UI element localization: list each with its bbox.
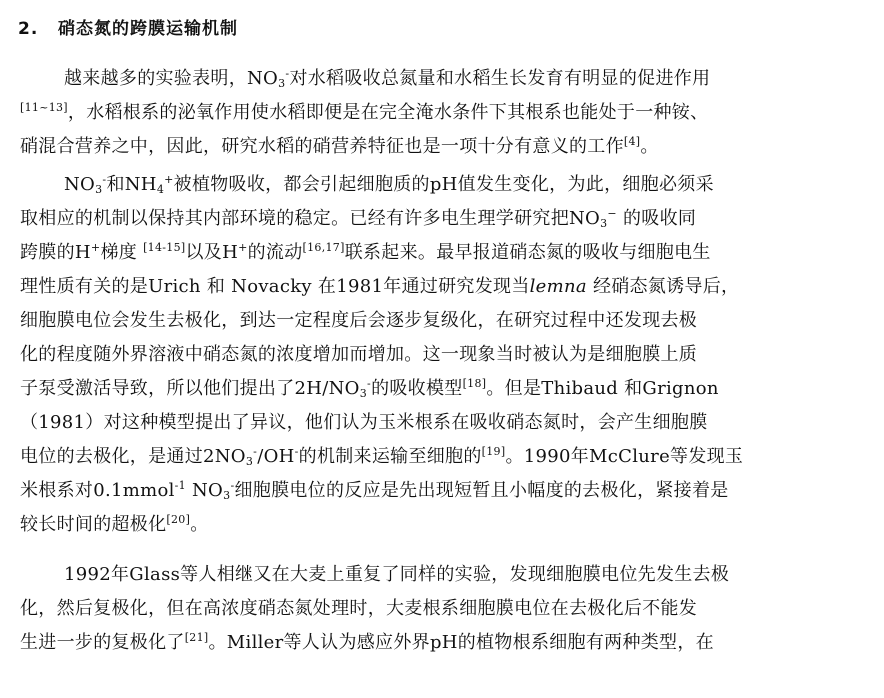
text-run: 子泵受激活导致，所以他们提出了2H/NO	[20, 378, 360, 399]
paragraph-2-line-8	[20, 410, 708, 436]
paragraph-1-line-2	[20, 100, 708, 126]
text-run: 硝混合营养之中，因此，研究水稻的硝营养特征也是一项十分有意义的工作	[20, 136, 624, 157]
superscript-text: +	[164, 173, 174, 186]
superscript-text: -	[285, 67, 290, 80]
subscript-text: 3	[245, 455, 254, 468]
text-run: 。Miller等人认为感应外界pH的植物根系细胞有两种类型，在	[208, 632, 714, 653]
text-run: 。	[640, 136, 659, 157]
paragraph-3-line-1	[64, 562, 729, 588]
superscript-text: -	[294, 445, 299, 458]
subscript-text: 3	[223, 489, 231, 502]
text-run: 理性质有关的是Urich 和 Novacky 在1981年通过研究发现当	[20, 276, 530, 297]
paragraph-2-line-9	[20, 444, 743, 470]
text-run: 以及H	[185, 242, 239, 263]
superscript-text: -1	[174, 479, 186, 492]
superscript-text: [14-15]	[143, 241, 186, 254]
paragraph-2-line-2	[20, 206, 696, 232]
text-run: 跨膜的H	[20, 242, 91, 263]
text-run: 和NH	[106, 174, 157, 195]
paragraph-1-line-1	[64, 66, 710, 92]
paragraph-3-line-3	[20, 630, 714, 656]
subscript-text: 3	[359, 387, 368, 400]
superscript-text: -	[253, 445, 258, 458]
section-number: 2.	[18, 19, 39, 39]
superscript-text: [21]	[184, 631, 209, 644]
paragraph-2-line-5	[20, 308, 697, 334]
text-run: 梯度	[100, 242, 144, 263]
text-run: 取相应的机制以保持其内部环境的稳定。已经有许多电生理学研究把NO	[20, 208, 601, 229]
superscript-text: +	[90, 241, 101, 254]
section-title: 硝态氮的跨膜运输机制	[58, 19, 238, 39]
subscript-text: 3	[95, 183, 103, 196]
superscript-text: [20]	[166, 513, 191, 526]
subscript-text: 3	[600, 217, 608, 230]
text-run: 。但是Thibaud 和Grignon	[486, 378, 719, 399]
text-run: 的吸收模型	[371, 378, 463, 399]
superscript-text: [11~13]	[20, 101, 68, 114]
paragraph-3-line-2	[20, 596, 697, 622]
paragraph-2-line-3	[20, 240, 711, 266]
text-run: 。1990年McClure等发现玉	[505, 446, 744, 467]
text-run: 较长时间的超极化	[20, 514, 167, 535]
text-run: 细胞膜电位的反应是先出现短暂且小幅度的去极化，紧接着是	[234, 480, 729, 501]
superscript-text: [16,17]	[302, 241, 345, 254]
paragraph-2-line-11	[20, 512, 209, 538]
text-run: NO	[185, 480, 224, 501]
superscript-text: -	[367, 377, 372, 390]
text-run: NO	[64, 174, 96, 195]
text-run: /OH	[257, 446, 295, 467]
text-run: 的机制来运输至细胞的	[298, 446, 482, 467]
text-run: 对水稻吸收总氮量和水稻生长发育有明显的促进作用	[289, 68, 711, 89]
superscript-text: [4]	[623, 135, 641, 148]
paragraph-2-line-6	[20, 342, 697, 368]
superscript-text: -	[102, 173, 107, 186]
text-run: 的吸收同	[616, 208, 697, 229]
paragraph-2-line-7	[20, 376, 719, 402]
text-run: ，水稻根系的泌氧作用使水稻即便是在完全淹水条件下其根系也能处于一种铵、	[67, 102, 709, 123]
text-run: 。	[190, 514, 209, 535]
superscript-text: −	[607, 207, 617, 220]
paragraph-2-line-1	[64, 172, 714, 198]
subscript-text: 3	[278, 77, 286, 90]
superscript-text: +	[238, 241, 248, 254]
superscript-text: [19]	[481, 445, 506, 458]
text-run: 电位的去极化，是通过2NO	[20, 446, 246, 467]
text-run: 越来越多的实验表明，NO	[64, 68, 279, 89]
text-run: 1992年Glass等人相继又在大麦上重复了同样的实验，发现细胞膜电位先发生去极	[64, 564, 730, 585]
subscript-text: 4	[156, 183, 165, 196]
text-run: 经硝态氮诱导后，	[586, 276, 740, 297]
text-run: 联系起来。最早报道硝态氮的吸收与细胞电生	[344, 242, 711, 263]
text-run: 的流动	[247, 242, 303, 263]
text-run: 被植物吸收，都会引起细胞质的pH值发生变化，为此，细胞必须采	[173, 174, 714, 195]
superscript-text: -	[230, 479, 235, 492]
paragraph-2-line-10	[20, 478, 729, 504]
superscript-text: [18]	[462, 377, 487, 390]
text-run: 米根系对0.1mmol	[20, 480, 175, 501]
section-heading	[18, 14, 238, 39]
text-run: 生进一步的复极化了	[20, 632, 185, 653]
text-run: 化，然后复极化，但在高浓度硝态氮处理时，大麦根系细胞膜电位在去极化后不能发	[20, 598, 698, 619]
paragraph-1-line-3	[20, 134, 659, 160]
paragraph-2-line-4	[20, 274, 739, 300]
text-run: 细胞膜电位会发生去极化，到达一定程度后会逐步复级化，在研究过程中还发现去极	[20, 310, 698, 331]
text-run: （1981）对这种模型提出了异议，他们认为玉米根系在吸收硝态氮时，会产生细胞膜	[20, 412, 708, 433]
text-run: 化的程度随外界溶液中硝态氮的浓度增加而增加。这一现象当时被认为是细胞膜上质	[20, 344, 698, 365]
text-run: lemna	[529, 276, 587, 297]
